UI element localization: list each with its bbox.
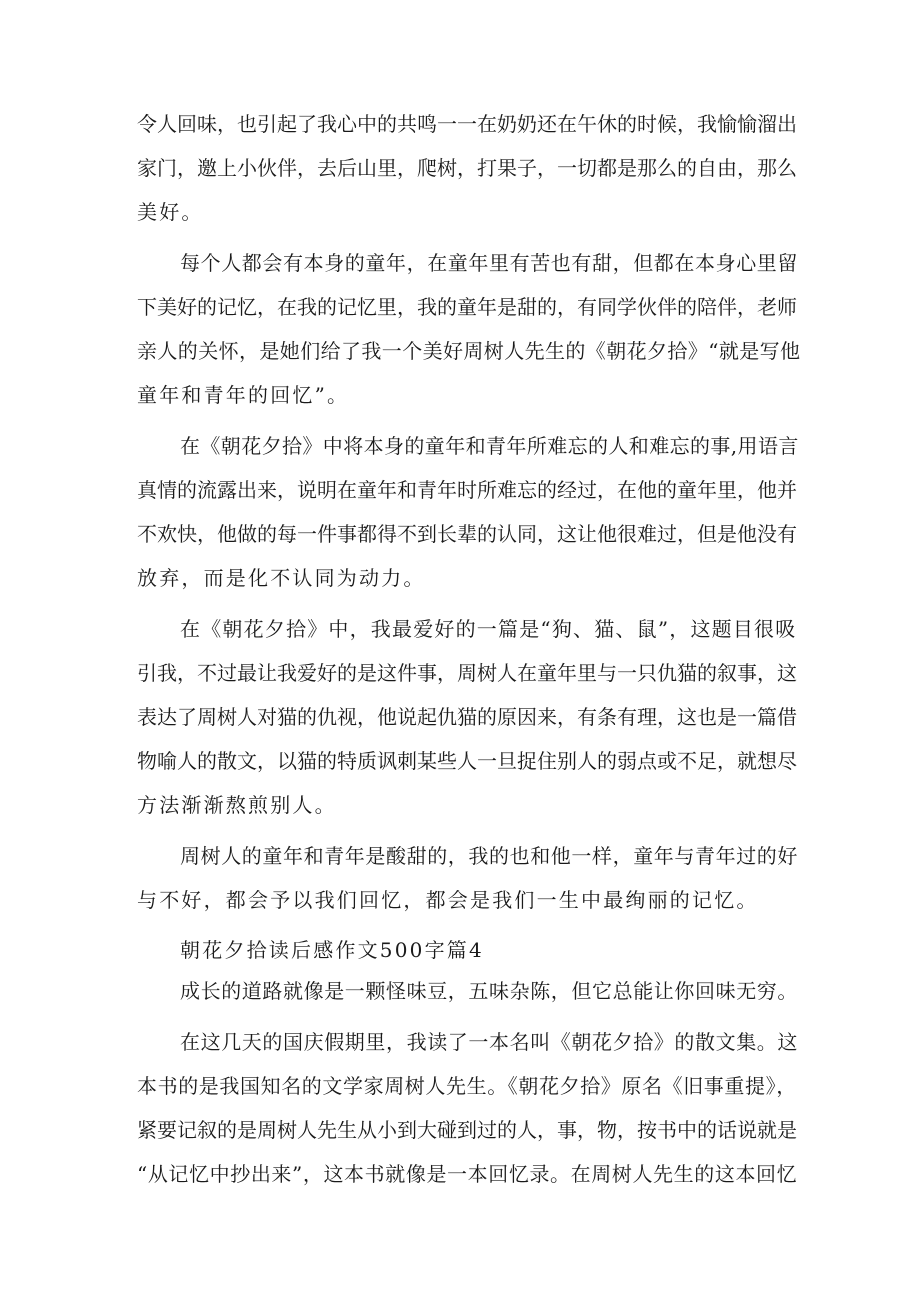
text-line: 童年和青年的回忆”。 — [137, 383, 350, 407]
text-line: 与不好，都会予以我们回忆，都会是我们一生中最绚丽的记忆。 — [137, 888, 759, 912]
text-line: 成长的道路就像是一颗怪味豆，五味杂陈，但它总能让你回味无穷。 — [180, 979, 798, 1003]
text-line: 令人回味，也引起了我心中的共鸣一一在奶奶还在午休的时候，我愉愉溜出 — [137, 112, 797, 136]
text-line: “从记忆中抄出来”，这本书就像是一本回忆录。在周树人先生的这本回忆 — [137, 1162, 798, 1186]
text-line: 家门，邀上小伙伴，去后山里，爬树，打果子，一切都是那么的自由，那么 — [137, 156, 797, 180]
text-line: 物喻人的散文，以猫的特质讽刺某些人一旦捉住别人的弱点或不足，就想尽 — [137, 749, 797, 773]
text-line: 表达了周树人对猫的仇视，他说起仇猫的原因来，有条有理，这也是一篇借 — [137, 705, 797, 729]
text-line: 亲人的关怀，是她们给了我一个美好周树人先生的《朝花夕拾》“就是写他 — [137, 339, 801, 363]
text-line: 下美好的记忆，在我的记忆里，我的童年是甜的，有同学伙伴的陪伴，老师 — [137, 295, 797, 319]
text-line: 在《朝花夕拾》中将本身的童年和青年所难忘的人和难忘的事,用语言 — [180, 434, 799, 458]
text-line: 在这几天的国庆假期里，我读了一本名叫《朝花夕拾》的散文集。这 — [180, 1030, 798, 1054]
text-line: 方法渐渐熬煎别人。 — [137, 793, 337, 817]
text-line: 真情的流露出来，说明在童年和青年时所难忘的经过，在他的童年里，他并 — [137, 478, 797, 502]
text-line: 在《朝花夕拾》中，我最爱好的一篇是“狗、猫、鼠”，这题目很吸 — [180, 617, 797, 641]
text-line: 本书的是我国知名的文学家周树人先生。《朝花夕拾》原名《旧事重提》， — [137, 1074, 797, 1098]
text-line: 不欢快，他做的每一件事都得不到长辈的认同，这让他很难过，但是他没有 — [137, 522, 797, 546]
text-line: 周树人的童年和青年是酸甜的，我的也和他一样，童年与青年过的好 — [180, 844, 798, 868]
text-line: 每个人都会有本身的童年，在童年里有苦也有甜，但都在本身心里留 — [180, 251, 798, 275]
text-line: 引我，不过最让我爱好的是这件事，周树人在童年里与一只仇猫的叙事，这 — [137, 661, 797, 685]
section-heading: 朝花夕拾读后感作文500字篇4 — [180, 938, 484, 962]
text-line: 美好。 — [137, 200, 204, 224]
text-line: 紧要记叙的是周树人先生从小到大碰到过的人，事，物，按书中的话说就是 — [137, 1118, 797, 1142]
text-line: 放弃，而是化不认同为动力。 — [137, 566, 426, 590]
